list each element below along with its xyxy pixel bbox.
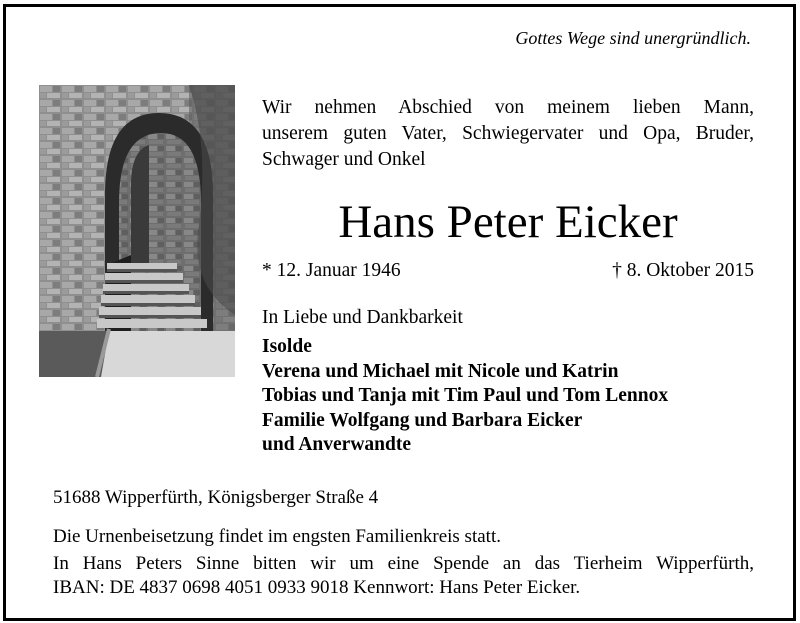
mourner-line: und Anverwandte bbox=[262, 434, 411, 455]
motto: Gottes Wege sind unergründlich. bbox=[515, 28, 751, 48]
birth-date: * 12. Januar 1946 bbox=[262, 260, 401, 281]
intro-line-2: unserem guten Vater, Schwiegervater und Opa, Bruder, bbox=[262, 123, 754, 144]
obituary-frame bbox=[3, 4, 796, 621]
burial-note: Die Urnenbeisetzung findet im engsten Familienkreis statt. bbox=[53, 526, 501, 547]
deceased-name: Hans Peter Eicker bbox=[338, 196, 678, 248]
donation-line-2: IBAN: DE 4837 0698 4051 0933 9018 Kennwort: Hans Peter Eicker. bbox=[53, 577, 581, 598]
mourner-line: Tobias und Tanja mit Tim Paul und Tom Lennox bbox=[262, 385, 669, 406]
mourners-list bbox=[262, 335, 668, 458]
farewell-intro bbox=[262, 95, 754, 173]
death-date: † 8. Oktober 2015 bbox=[612, 260, 754, 281]
intro-line-3: Schwager und Onkel bbox=[262, 149, 426, 170]
closing-phrase: In Liebe und Dankbarkeit bbox=[262, 307, 463, 328]
mourner-line: Familie Wolfgang und Barbara Eicker bbox=[262, 409, 583, 431]
intro-line-1: Wir nehmen Abschied von meinem lieben Mann, bbox=[262, 97, 754, 118]
mourner-line: Isolde bbox=[262, 336, 312, 357]
address: 51688 Wipperfürth, Königsberger Straße 4 bbox=[53, 487, 379, 508]
donation-line-1: In Hans Peters Sinne bitten wir um eine Spende an das Tierheim Wipperfürth, bbox=[53, 553, 754, 574]
donation-note bbox=[53, 552, 754, 600]
stone-archway-photo bbox=[39, 85, 235, 377]
mourner-line: Verena und Michael mit Nicole und Katrin bbox=[262, 360, 619, 382]
